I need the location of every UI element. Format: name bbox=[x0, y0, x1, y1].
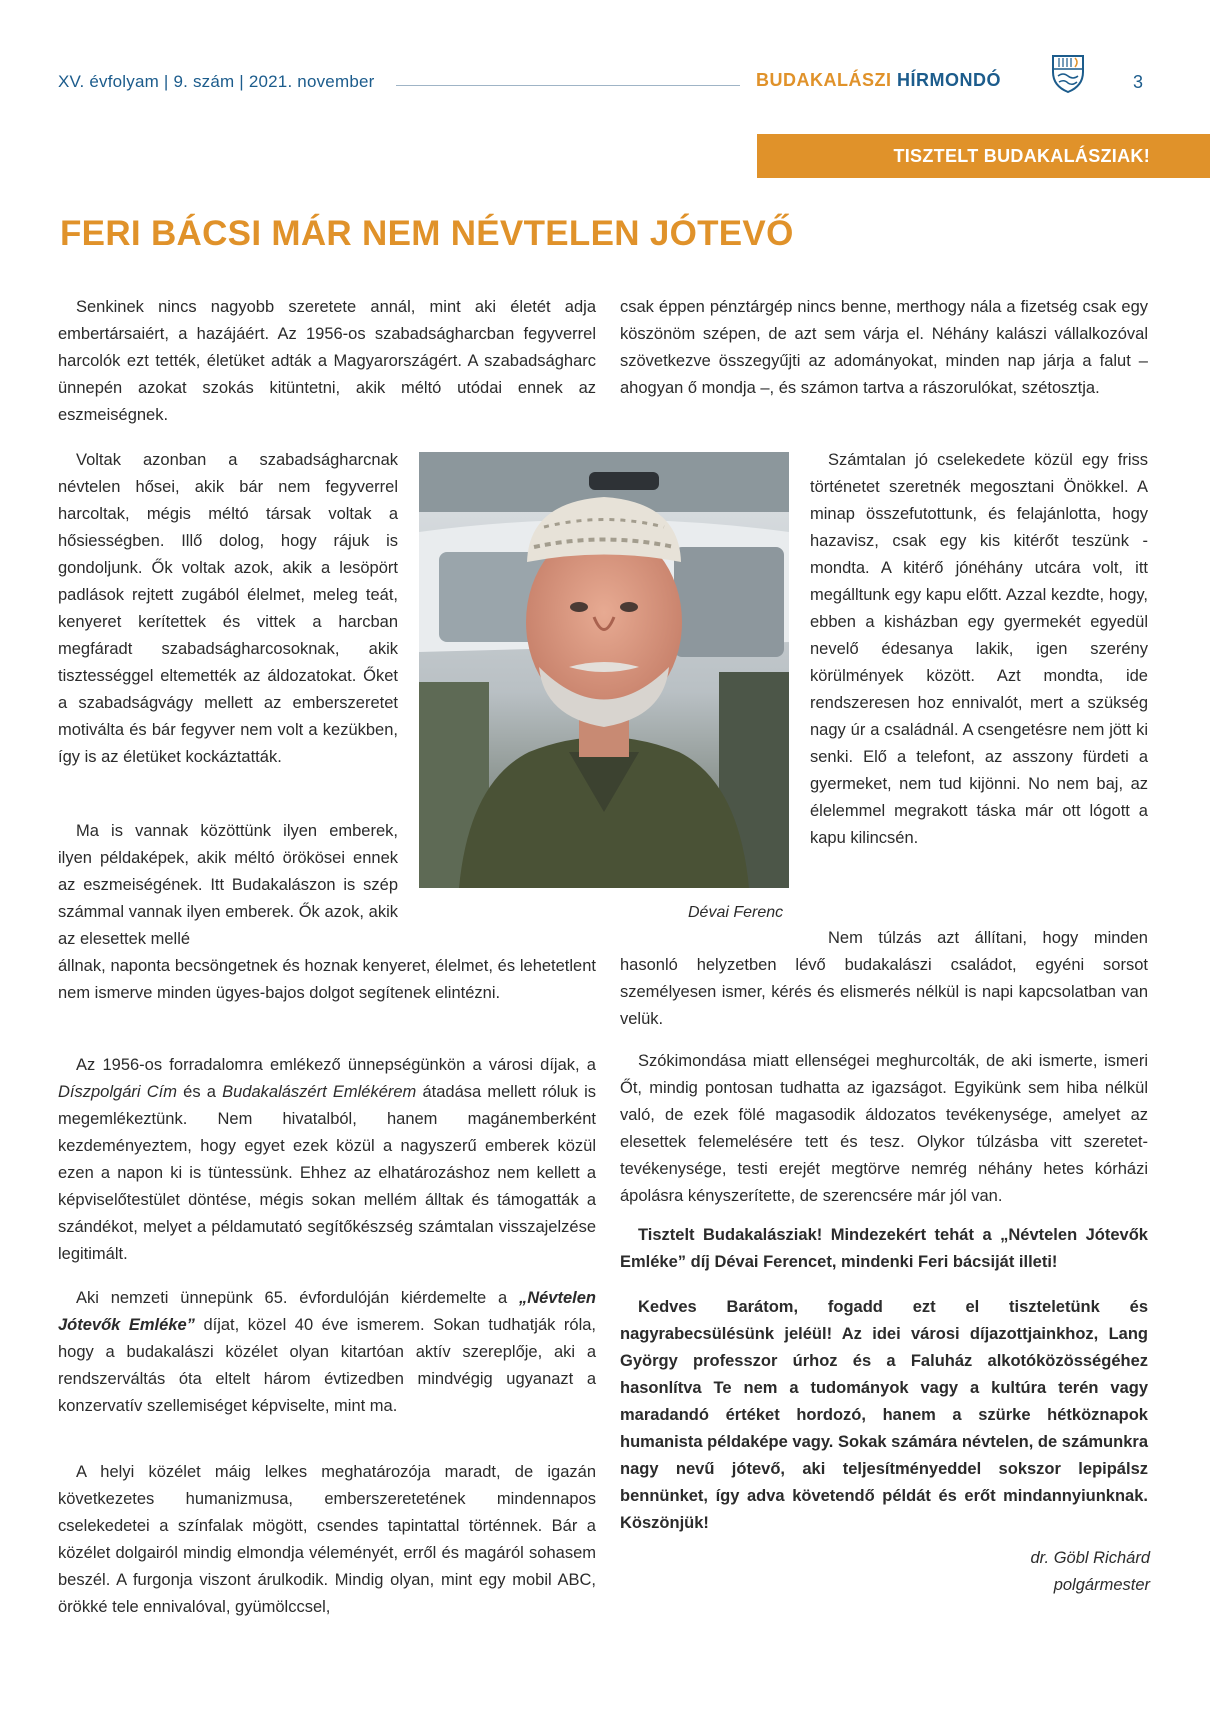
p4-text-3: átadása mellett róluk is megemlékeztünk. Nem hivatalból, hanem magánemberként kezdeményeztem, hogy egyet ezek közül a nagyszerű emberek közül ezen a napon ki is tüntessünk. Ehhez az elhatározáshoz nem kellett a képviselőtestület döntése, mégis sokan mellém álltak és támogatták a szándékot, melyet a példamutató segítőkészség számtalan visszajelzése legitimált. bbox=[58, 1083, 596, 1263]
photo-caption: Dévai Ferenc bbox=[688, 904, 784, 921]
right-paragraph-1: csak éppen pénztárgép nincs benne, merthogy nála a fizetség csak egy köszönöm szépen, de azt sem várja el. Néhány kalászi vállalkozóval szövetkezve összegyűjti az adományokat, minden nap járja a falut – ahogyan ő mondja –, és számon tartva a rászorulókat, szétosztja. bbox=[620, 298, 1148, 397]
p4-text-1: Az 1956-os forradalomra emlékező ünnepségünkön a városi díjak, a bbox=[76, 1056, 596, 1074]
issue-info: XV. évfolyam | 9. szám | 2021. november bbox=[58, 72, 375, 91]
p5-text-1: Aki nemzeti ünnepünk 65. évfordulóján kiérdemelte a bbox=[76, 1289, 519, 1307]
right-paragraph-2: Számtalan jó cselekedete közül egy friss történetet szeretnék megosztani Önökkel. A minap összefutottunk, és felajánlotta, hogy hazavisz, csak egy kis kitérőt teszünk - mondta. A kitérő jónéhány utcára volt, itt megálltunk egy kapu előtt. Azzal kezdte, hogy, ebben a kisházban egy gyermekét egyedül nevelő édesanya lakik, igen szerény körülmények között. Azt mondta, ide rendszeresen hoz ennivalót, mert a szükség nagy úr a családnál. A csengetésre nem jött ki senki. Elő a telefont, az asszony fürdeti a gyermeket, nem tud kijönni. No nem baj, az élelemmel megrakott táska már ott lógott a kapu kilincsén. bbox=[810, 451, 1148, 847]
right-paragraph-6: Kedves Barátom, fogadd ezt el tiszteletünk és nagyrabecsülésünk jeléül! Az idei városi díjazottjainkhoz, Lang György professzor úrhoz és a Faluház alkotóközösségéhez hasonlítva Te nem a tudományok vagy a kultúra terén vagy maradandó értéket hordozó, hanem a szürke hétköznapok humanista példaképe vagy. Sokak számára névtelen, de számunkra nagy nevű jótevő, aki teljesítményeddel sokszor lepipálsz bennünket, így adva követendő példát és erőt mindannyiunknak. Köszönjük! bbox=[620, 1298, 1148, 1532]
left-paragraph-3a: Ma is vannak közöttünk ilyen emberek, ilyen példaképek, akik méltó örökösei ennek az eszmeiségének. Itt Budakalászon is szép számmal vannak ilyen emberek. Ők azok, akik az elesettek mellé bbox=[58, 822, 398, 948]
left-paragraph-5 bbox=[58, 1285, 596, 1420]
left-paragraph-6: A helyi közélet máig lelkes meghatározója maradt, de igazán következetes humanizmusa, emberszeretetének mindennapos cselekedetei a színfalak mögött, csendes tapintattal történnek. Bár a közélet dolgairól mindig elmondja véleményét, erről és magáról sohasem beszél. A furgonja viszont árulkodik. Mindig olyan, mint egy mobil ABC, örökké tele ennivalóval, gyümölccsel, bbox=[58, 1463, 596, 1616]
brand-part2: HÍRMONDÓ bbox=[897, 70, 1002, 90]
signature-block bbox=[1030, 1545, 1150, 1599]
coat-of-arms-icon bbox=[1050, 52, 1086, 94]
brand-part1: BUDAKALÁSZI bbox=[756, 70, 892, 90]
article-title: FERI BÁCSI MÁR NEM NÉVTELEN JÓTEVŐ bbox=[60, 214, 794, 253]
portrait-illustration bbox=[419, 452, 789, 888]
left-paragraph-4 bbox=[58, 1052, 596, 1268]
left-paragraph-3b: állnak, naponta becsöngetnek és hoznak kenyeret, élelmet, és lehetetlent nem ismerve minden ügyes-bajos dolgot segítenek elintézni. bbox=[58, 957, 596, 1002]
page-number: 3 bbox=[1133, 72, 1144, 92]
left-paragraph-2: Voltak azonban a szabadságharcnak névtelen hősei, akik bár nem fegyverrel harcoltak, mégis méltó társak voltak a hősiességben. Illő dolog, hogy rájuk is gondoljunk. Ők voltak azok, akik a lesöpört padlások rejtett zugából élelmet, meleg teát, kenyeret kerítettek és vittek a harcban megfáradt szabadságharcosoknak, akik tisztességgel eltemették az áldozatokat. Őket a szabadságvágy mellett az emberszeretet motiválta és bár fegyver nem volt a kezükben, így is az életüket kockáztatták. bbox=[58, 451, 398, 766]
p4-award-1: Díszpolgári Cím bbox=[58, 1083, 177, 1101]
p5-text-2: díjat, közel 40 éve ismerem. Sokan tudhatják róla, hogy a budakalászi közélet olyan kitartóan aktív szereplője, aki a rendszerváltás óta eltelt három évtizedben mindvégig ugyanazt a konzervatív szellemiséget képviselte, mint ma. bbox=[58, 1316, 597, 1415]
p5-award: „Névtelen Jótevők Emléke” bbox=[58, 1289, 596, 1334]
p4-text-2: és a bbox=[176, 1083, 223, 1101]
publication-brand bbox=[756, 70, 1001, 91]
right-paragraph-5: Tisztelt Budakalásziak! Mindezekért tehát a „Névtelen Jótevők Emléke” díj Dévai Ferencet, mindenki Feri bácsiját illeti! bbox=[620, 1226, 1148, 1271]
section-banner-label: TISZTELT BUDAKALÁSZIAK! bbox=[893, 146, 1150, 166]
section-banner bbox=[757, 134, 1210, 178]
signature-role: polgármester bbox=[1053, 1576, 1150, 1594]
right-paragraph-3: Nem túlzás azt állítani, hogy minden hasonló helyzetben lévő budakalászi családot, egyéni sorsot személyesen ismer, kérés és elismerés nélkül is napi kapcsolatban van velük. bbox=[620, 929, 1148, 1028]
header-divider bbox=[396, 85, 740, 86]
left-paragraph-1: Senkinek nincs nagyobb szeretete annál, mint aki életét adja embertársaiért, a hazájáért. Az 1956-os szabadságharcban fegyverrel harcolók ezt tették, életüket adták a Magyarországért. A szabadságharc ünnepén azokat szokás kitüntetni, akik méltó utódai ennek az eszmeiségnek. bbox=[58, 298, 596, 424]
right-paragraph-4: Szókimondása miatt ellenségei meghurcolták, de aki ismerte, ismeri Őt, mindig pontosan tudhatta az igazságot. Egyikünk sem hiba nélkül való, de ezek fölé magasodik áldozatos tevékenysége, amelyet az elesettek felemelésére tett és tesz. Olykor túlzásba vitt szeretet-tevékenysége, testi erejét megtörve nemrég néhány hetes kórházi ápolásra kényszerítette, de szerencsére már jól van. bbox=[620, 1052, 1148, 1205]
p4-award-2: Budakalászért Emlékérem bbox=[222, 1083, 417, 1101]
signature-name: dr. Göbl Richárd bbox=[1030, 1549, 1150, 1567]
portrait-photo bbox=[419, 452, 789, 888]
